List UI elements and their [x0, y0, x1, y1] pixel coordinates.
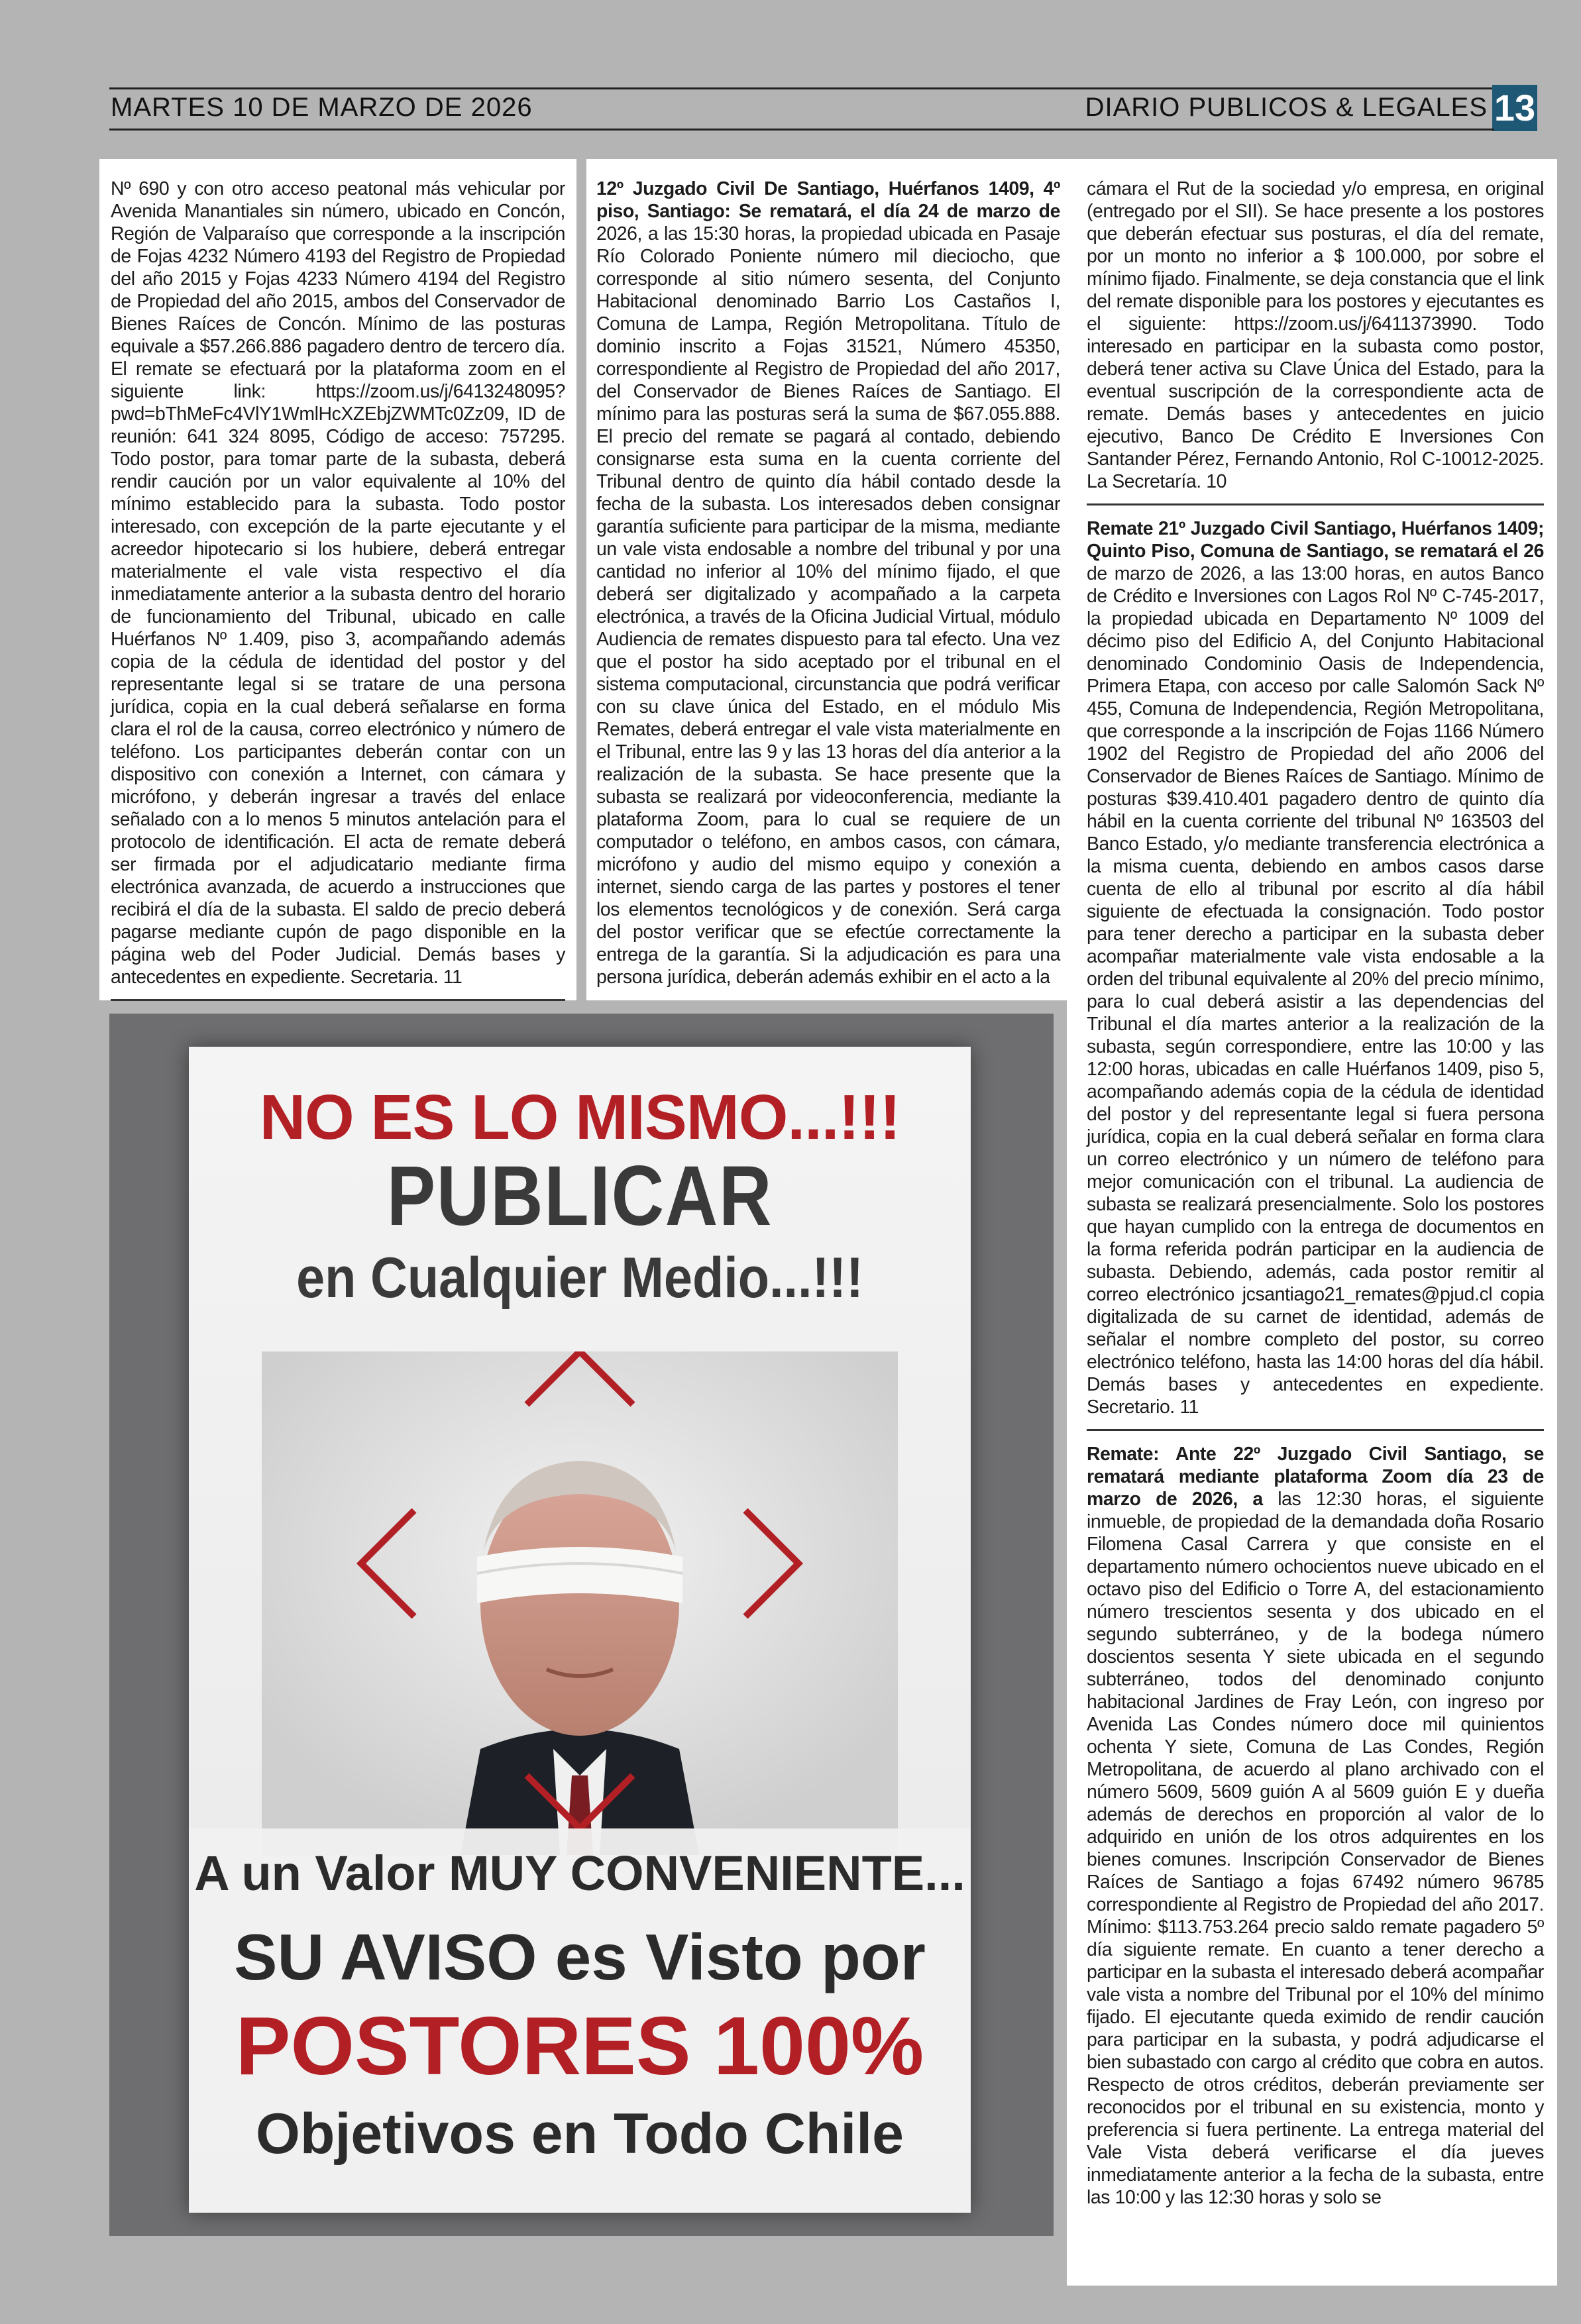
ad-tagline-1: A un Valor MUY CONVENIENTE...	[194, 1846, 965, 1901]
advertisement	[109, 1014, 1054, 2236]
page-number: 13	[1492, 85, 1537, 131]
blindfolded-man-image	[262, 1351, 898, 1855]
notice-4	[1087, 1443, 1544, 2209]
publication-name: DIARIO PUBLICOS & LEGALES	[1085, 93, 1488, 122]
ad-bottom-panel	[189, 1828, 971, 2213]
notice-3-heading: Remate 21º Juzgado Civil Santiago, Huérfanos 1409; Quinto Piso, Comuna de Santiago, se rematará el 26	[1087, 518, 1544, 562]
notice-separator	[111, 999, 565, 1001]
notice-4-heading: Remate: Ante 22º Juzgado Civil Santiago, se rematará mediante plataforma Zoom día 23 de marzo de 2026, a	[1087, 1444, 1544, 1510]
notice-1-body: Nº 690 y con otro acceso peatonal más vehicular por Avenida Manantiales sin número, ubicado en Concón, Región de Valparaíso que corresponde a la inscripción de Fojas 4232 Número 4193 del Registro de Propiedad del año 2015 y Fojas 4233 Número 4194 del Registro de Propiedad del año 2015, ambos del Conservador de Bienes Raíces de Concón. Mínimo de las posturas equivale a $57.266.886 pagadero dentro de tercero día. El remate se efectuará por la plataforma zoom en el siguiente link: https://zoom.us/j/6413248095?pwd=bThMeFc4VlY1WmlHcXZEbjZWMTc0Zz09, ID de reunión: 641 324 8095, Código de acceso: 757295. Todo postor, para tomar parte de la subasta, deberá rendir caución por un valor equivalente al 10% del mínimo establecido para la subasta. Todo postor interesado, con excepción de la parte ejecutante y el acreedor hipotecario si los hubiere, deberá entregar materialmente el vale vista respectivo el día inmediatamente anterior a la subasta dentro del horario de funcionamiento del Tribunal, ubicado en calle Huérfanos Nº 1.409, piso 3, acompañando además copia de la cédula de identidad del postor y del representante legal si se tratare de una persona jurídica, copia en la cual deberá señalarse en forma clara el rol de la causa, correo electrónico y número de teléfono. Los participantes deberán contar con un dispositivo con conexión a Internet, con cámara y micrófono, y deberán ingresar a través del enlace señalado con a lo menos 5 minutos antelación para el protocolo de identificación. El acta de remate deberá ser firmada por el adjudicatario mediante firma electrónica avanzada, de acuerdo a instrucciones que recibirá el día de la subasta. El saldo de precio deberá pagarse mediante cupón de pago disponible en la página web del Poder Judicial. Demás bases y antecedentes en expediente. Secretaria. 11	[111, 178, 565, 988]
ad-subheadline: en Cualquier Medio...!!!	[296, 1246, 863, 1310]
column-3	[1087, 178, 1544, 2283]
issue-date: MARTES 10 DE MARZO DE 2026	[111, 93, 533, 122]
header-rule-top	[109, 87, 1494, 89]
ad-tagline-4: Objetivos en Todo Chile	[256, 2102, 904, 2166]
column-1	[109, 178, 567, 996]
notice-2-body: 2026, a las 15:30 horas, la propiedad ubicada en Pasaje Río Colorado Poniente número mil dieciocho, que corresponde al sitio número sesenta, del Conjunto Habitacional denominado Barrio Los Castaños I, Comuna de Lampa, Región Metropolitana. Título de dominio inscrito a Fojas 31521, Número 45350, correspondiente al Registro de Propiedad del año 2017, del Conservador de Bienes Raíces de Santiago. El mínimo para las posturas será la suma de $67.055.888. El precio del remate se pagará al contado, debiendo consignarse esta suma en la cuenta corriente del Tribunal dentro de quinto día hábil contado desde la fecha de la subasta. Los interesados deben consignar garantía suficiente para participar de la misma, mediante un vale vista endosable a nombre del tribunal y por una cantidad no inferior al 10% del mínimo fijado, el que deberá ser digitalizado y acompañado a la carpeta electrónica, a través de la Oficina Judicial Virtual, módulo Audiencia de remates dispuesto para tal efecto. Una vez que el postor ha sido aceptado por el tribunal en el sistema computacional, circunstancia que podrá verificar con su clave única del Estado, en el módulo Mis Remates, deberá entregar el vale vista materialmente en el Tribunal, entre las 9 y las 13 horas del día anterior a la realización de la subasta. Se hace presente que la subasta se realizará por videoconferencia, mediante la plataforma Zoom, para lo cual se requiere de un computador o teléfono, en ambos casos, con cámara, micrófono y audio del mismo equipo y conexión a internet, siendo carga de las partes y postores el tener los elementos tecnológicos y de conexión. Será carga del postor verificar que se efectúe correctamente la entrega de la garantía. Si la adjudicación es para una persona jurídica, deberán además exhibir en el acto a la	[596, 223, 1060, 988]
header-rule-bottom	[109, 129, 1494, 131]
notice-2-continuation: cámara el Rut de la sociedad y/o empresa, en original (entregado por el SII). Se hace presente a los postores que deberán efectuar sus posturas, el día del remate, por un monto no inferior a $ 100.000, por sobre el mínimo fijado. Finalmente, se deja constancia que el link del remate disponible para los postores y ejecutantes es el siguiente: https://zoom.us/j/6411373990. Todo interesado en participar en la subasta como postor, deberá tener activa su Clave Única del Estado, para la eventual suscripción de la correspondiente acta de remate. Demás bases y antecedentes en juicio ejecutivo, Banco De Crédito E Inversiones Con Santander Pérez, Fernando Antonio, Rol C-10012-2025. La Secretaría. 10	[1087, 178, 1544, 492]
notice-separator	[1087, 1429, 1544, 1431]
notice-3-body: de marzo de 2026, a las 13:00 horas, en autos Banco de Crédito e Inversiones con Lagos Rol Nº C-745-2017, la propiedad ubicada en Departamento Nº 1009 del décimo piso del Edificio A, del Conjunto Habitacional denominado Condominio Oasis de Independencia, Primera Etapa, con acceso por calle Salomón Sack Nº 455, Comuna de Independencia, Región Metropolitana, que corresponde a la inscripción de Fojas 1166 Número 1902 del Registro de Propiedad del año 2006 del Conservador de Bienes Raíces de Santiago. Mínimo de posturas $39.410.401 pagadero dentro de quinto día hábil en la cuenta corriente del tribunal Nº 163503 del Banco Estado, y/o mediante transferencia electrónica a la misma cuenta, debiendo en ambos casos darse cuenta de ello al tribunal por escrito al día hábil siguiente de efectuada la consignación. Todo postor para tener derecho a participar en la subasta deber acompañar materialmente vale vista endosable a la orden del tribunal equivalente al 20% del precio mínimo, para lo cual deberá asistir a las dependencias del Tribunal el día martes anterior a la realización de la subasta, según correspondiere, entre las 10:00 y las 12:00 horas, ubicadas en calle Huérfanos 1409, piso 5, acompañando además copia de la cédula de identidad del postor y del representante legal si fuera persona jurídica, copia en la cual deberá señalar en forma clara un correo electrónico y un número de teléfono para mejor comunicación con el tribunal. La audiencia de subasta se realizará presencialmente. Solo los postores que hayan cumplido con la entrega de documentos en la forma referida podrán participar en la audiencia de subasta. Debiendo, además, cada postor remitir al correo electrónico jcsantiago21_remates@pjud.cl copia digitalizada de su carnet de identidad, además de señalar el nombre completo del postor, su correo electrónico teléfono, hasta las 14:00 horas del día hábil. Demás bases y antecedentes en expediente. Secretario. 11	[1087, 563, 1544, 1418]
notice-3	[1087, 517, 1544, 1418]
notice-separator	[1087, 503, 1544, 505]
ad-tagline-2: SU AVISO es Visto por	[234, 1921, 926, 1993]
column-2	[596, 178, 1060, 996]
ad-headline: NO ES LO MISMO...!!!	[259, 1082, 900, 1153]
ad-publicar: PUBLICAR	[386, 1149, 773, 1243]
ad-panel	[189, 1047, 971, 2213]
page-header	[109, 85, 1541, 131]
notice-4-body: las 12:30 horas, el siguiente inmueble, de propiedad de la demandada doña Rosario Filomena Casal Carrera y que consiste en el departamento número ochocientos nueve ubicado en el octavo piso del Edificio o Torre A, del estacionamiento número trescientos sesenta y dos ubicado en el segundo subterráneo, y de la bodega número doscientos sesenta Y siete ubicada en el segundo subterráneo, todos del denominado conjunto habitacional Jardines de Fray León, con ingreso por Avenida Las Condes número doce mil quinientos ochenta Y siete, Comuna de Las Condes, Región Metropolitana, de acuerdo al plano archivado con el número 5609, 5609 guión A al 5609 guión E y dueña además de derechos en proporción al valor de lo adquirido en unión de los otros adquirentes en los bienes comunes. Inscripción Conservador de Bienes Raíces de Santiago a fojas 67492 número 96785 correspondiente al Registro de Propiedad del año 2017. Mínimo: $113.753.264 precio saldo remate pagadero 5º día siguiente remate. En cuanto a tener derecho a participar en la subasta el interesado deberá acompañar vale vista a nombre del Tribunal por el 10% del mínimo fijado. El ejecutante queda eximido de rendir caución para participar en la subasta, y podrá adjudicarse el bien subastado con cargo al crédito que cobra en autos. Respecto de otros créditos, deberán previamente ser reconocidos por el tribunal en su existencia, monto y preferencia si fuera pertinente. La entrega material del Vale Vista deberá verificarse el día jueves inmediatamente anterior a la fecha de la subasta, entre las 10:00 y las 12:30 horas y solo se	[1087, 1489, 1544, 2208]
notice-2-heading: 12º Juzgado Civil De Santiago, Huérfanos 1409, 4º piso, Santiago: Se rematará, el día 24 de marzo de	[596, 178, 1060, 222]
ad-tagline-3: POSTORES 100%	[235, 2001, 924, 2092]
notice-2	[596, 178, 1060, 988]
